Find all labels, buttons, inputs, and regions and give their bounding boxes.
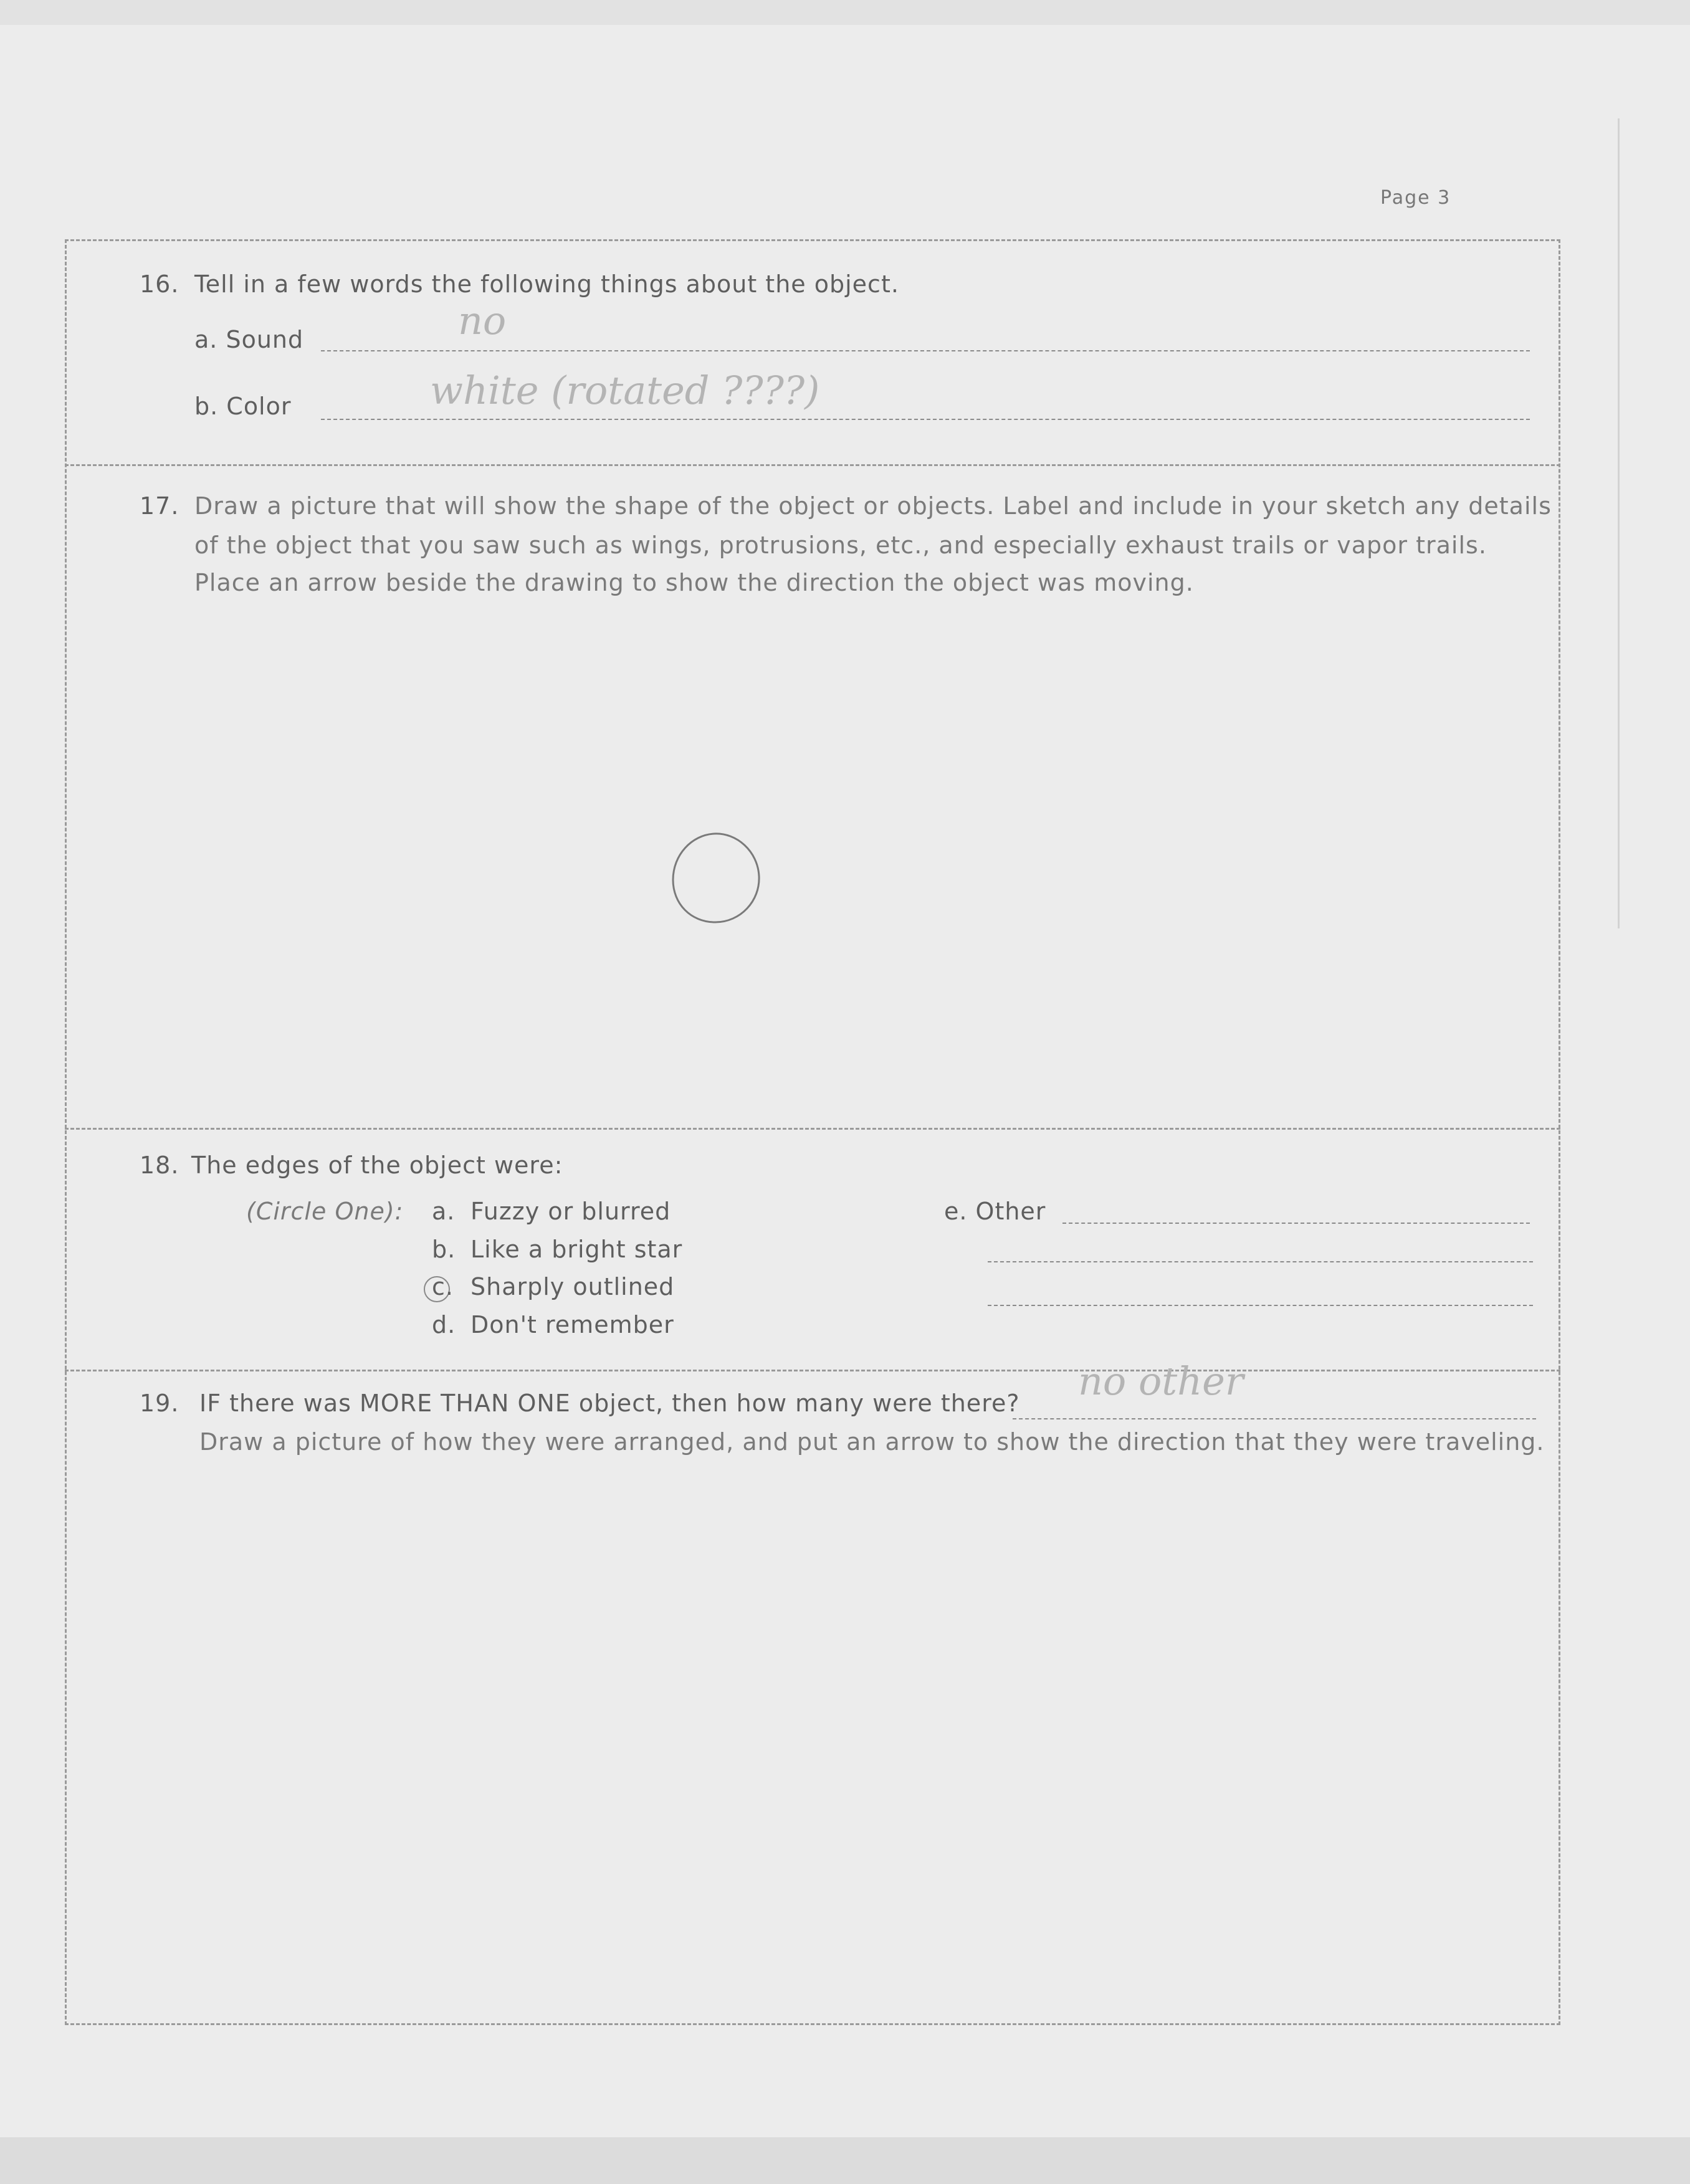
- q16-sound-label: a. Sound: [194, 326, 304, 353]
- q19-number: 19.: [140, 1390, 179, 1417]
- q19-count-answer: no other: [1078, 1358, 1244, 1404]
- q17-line1: Draw a picture that will show the shape of the object or objects. Label and include in your sketch any details: [194, 492, 1552, 520]
- q17-line2: of the object that you saw such as wings, protrusions, etc., and especially exhaust trails or vapor trails.: [194, 532, 1487, 559]
- q18-other-line-1: [1062, 1223, 1530, 1224]
- q17-number: 17.: [140, 492, 179, 520]
- q19-line2: Draw a picture of how they were arranged, and put an arrow to show the direction that they were traveling.: [199, 1428, 1545, 1456]
- divider-17-18: [65, 1128, 1560, 1130]
- q16-color-answer-line: [321, 419, 1530, 420]
- q18-option-a-text: Fuzzy or blurred: [470, 1198, 671, 1225]
- q18-option-d-letter: d.: [432, 1311, 456, 1338]
- divider-18-19: [65, 1370, 1560, 1371]
- q18-option-b-letter: b.: [432, 1236, 456, 1263]
- scan-border-top: [0, 0, 1690, 25]
- q16-color-label: b. Color: [194, 393, 292, 420]
- q18-option-d-text: Don't remember: [470, 1311, 674, 1338]
- q18-option-c-text: Sharply outlined: [470, 1273, 675, 1300]
- q18-number: 18.: [140, 1152, 179, 1179]
- q16-sound-answer: no: [458, 298, 507, 343]
- q18-option-b-text: Like a bright star: [470, 1236, 683, 1263]
- scan-border-bottom: [0, 2137, 1690, 2184]
- scan-edge-line: [1618, 118, 1620, 928]
- q16-sound-answer-line: [321, 350, 1530, 351]
- q16-color-answer: white (rotated ????): [430, 368, 820, 413]
- q19-count-answer-line: [1013, 1418, 1536, 1419]
- divider-16-17: [65, 464, 1560, 466]
- q18-option-a-letter: a.: [432, 1198, 456, 1225]
- object-circle-drawing: [673, 834, 759, 922]
- q18-instruction: (Circle One):: [246, 1198, 404, 1225]
- q18-prompt: The edges of the object were:: [191, 1152, 563, 1179]
- q16-prompt: Tell in a few words the following things about the object.: [194, 270, 899, 298]
- page-number: Page 3: [1380, 187, 1451, 209]
- q16-number: 16.: [140, 270, 179, 298]
- q18-other-label: e. Other: [944, 1198, 1046, 1225]
- q18-other-line-3: [988, 1305, 1533, 1306]
- q19-question: IF there was MORE THAN ONE object, then how many were there?: [199, 1390, 1020, 1417]
- q18-option-c-letter: c.: [432, 1273, 454, 1300]
- object-sketch: [667, 829, 766, 928]
- q17-line3: Place an arrow beside the drawing to show the direction the object was moving.: [194, 569, 1194, 596]
- q18-other-line-2: [988, 1261, 1533, 1262]
